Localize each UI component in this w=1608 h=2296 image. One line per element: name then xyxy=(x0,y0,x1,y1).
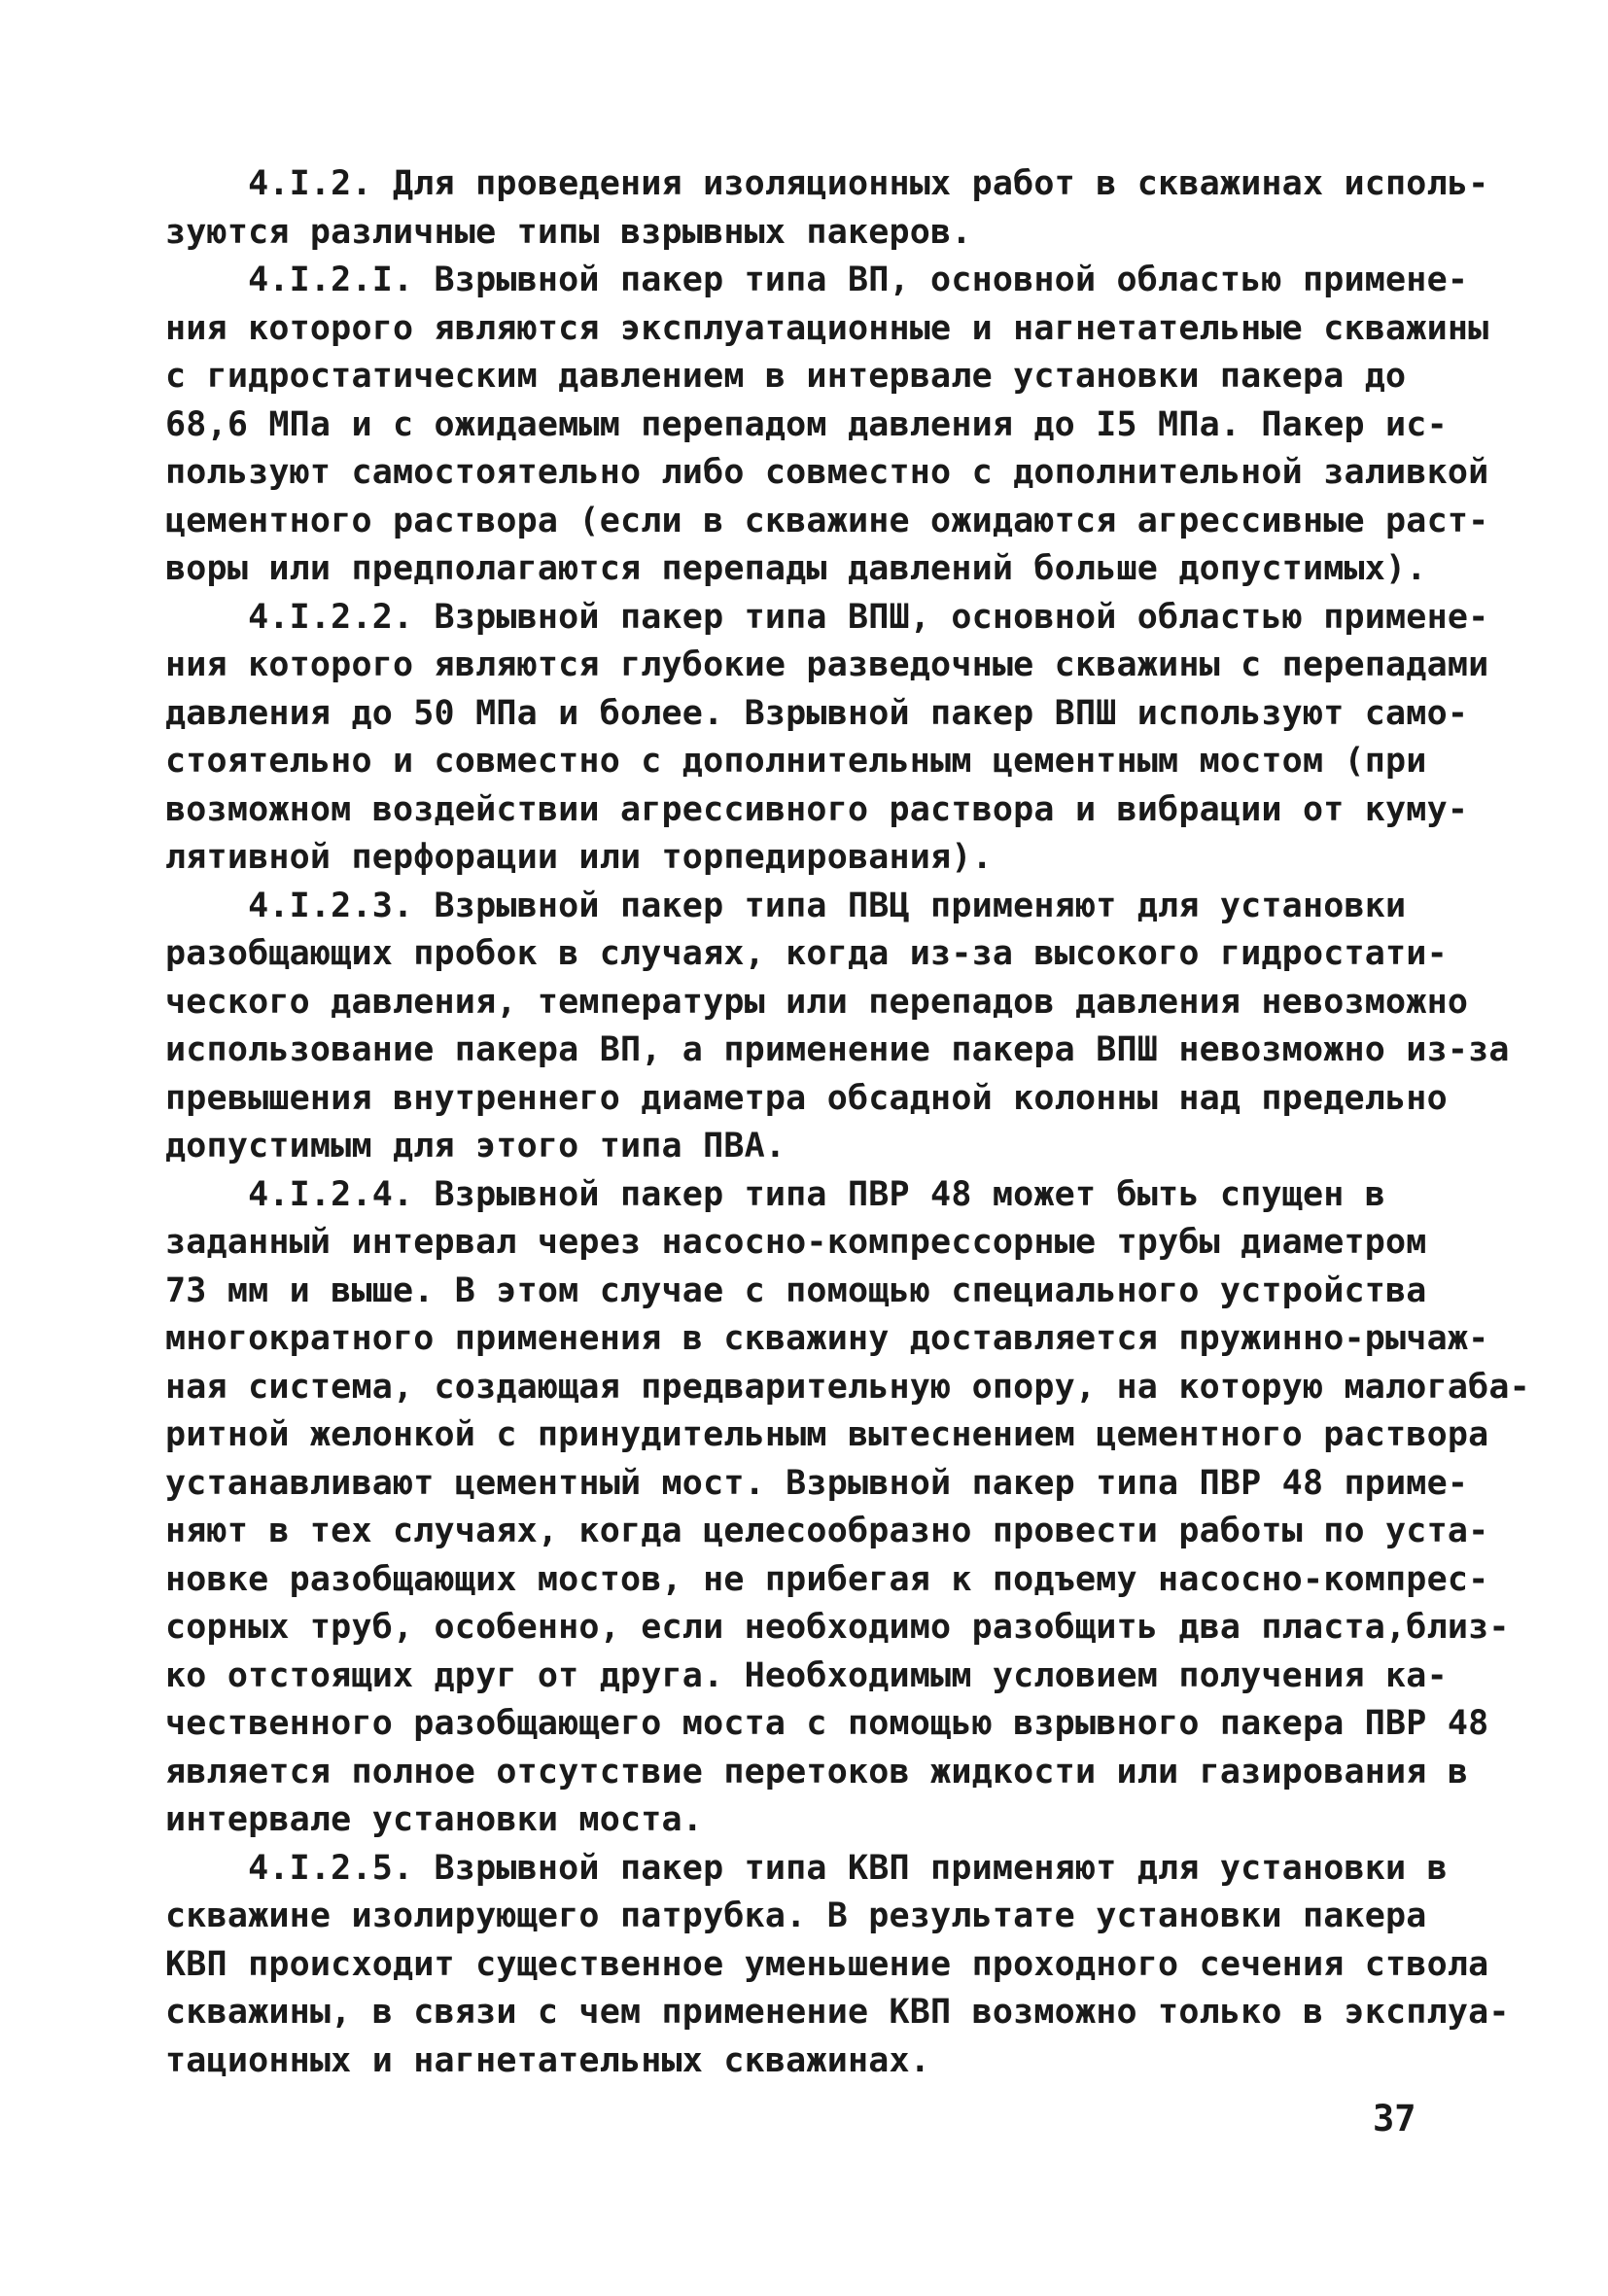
text-line: заданный интервал через насосно-компрессорные трубы диаметром xyxy=(165,1223,1427,1262)
text-line: ческого давления, температуры или перепадов давления невозможно xyxy=(165,982,1469,1022)
text-line: 73 мм и выше. В этом случае с помощью специального устройства xyxy=(165,1270,1427,1310)
text-line: устанавливают цементный мост. Взрывной пакер типа ПВР 48 приме- xyxy=(165,1463,1469,1503)
text-line: новке разобщающих мостов, не прибегая к подъему насосно-компрес- xyxy=(165,1559,1489,1599)
text-line: ния которого являются эксплуатационные и нагнетательные скважины xyxy=(165,308,1489,348)
text-line: няют в тех случаях, когда целесообразно провести работы по уста- xyxy=(165,1512,1489,1550)
text-line: возможном воздействии агрессивного раствора и вибрации от куму- xyxy=(165,789,1469,829)
text-line: скважины, в связи с чем применение КВП возможно только в эксплуа- xyxy=(165,1993,1510,2032)
text-line: 4.I.2.3. Взрывной пакер типа ПВЦ применяют для установки xyxy=(165,886,1407,925)
text-line: лятивной перфорации или торпедирования). xyxy=(165,838,993,877)
body-text xyxy=(165,160,1530,2085)
text-line: 68,6 МПа и с ожидаемым перепадом давления до I5 МПа. Пакер ис- xyxy=(165,404,1448,444)
text-line: является полное отсутствие перетоков жидкости или газирования в xyxy=(165,1752,1469,1792)
text-line: скважине изолирующего патрубка. В результате установки пакера xyxy=(165,1896,1427,1935)
text-line: КВП происходит существенное уменьшение проходного сечения ствола xyxy=(165,1944,1489,1984)
text-line: ния которого являются глубокие разведочные скважины с перепадами xyxy=(165,645,1489,684)
text-line: ная система, создающая предварительную опору, на которую малогаба- xyxy=(165,1367,1530,1407)
text-line: стоятельно и совместно с дополнительным цементным мостом (при xyxy=(165,742,1427,781)
text-line: превышения внутреннего диаметра обсадной колонны над предельно xyxy=(165,1078,1448,1118)
text-line: ко отстоящих друг от друга. Необходимым условием получения ка- xyxy=(165,1655,1448,1695)
text-line: цементного раствора (если в скважине ожидаются агрессивные раст- xyxy=(165,501,1489,540)
text-line: тационных и нагнетательных скважинах. xyxy=(165,2040,931,2080)
text-line: 4.I.2.I. Взрывной пакер типа ВП, основной областью примене- xyxy=(165,261,1469,299)
text-line: разобщающих пробок в случаях, когда из-за высокого гидростати- xyxy=(165,934,1448,973)
text-line: зуются различные типы взрывных пакеров. xyxy=(165,212,972,252)
page-number: 37 xyxy=(1373,2098,1416,2139)
text-line: давления до 50 МПа и более. Взрывной пакер ВПШ используют само- xyxy=(165,693,1469,733)
text-line: ритной желонкой с принудительным вытеснением цементного раствора xyxy=(165,1415,1489,1454)
text-line: сорных труб, особенно, если необходимо разобщить два пласта,близ- xyxy=(165,1608,1510,1647)
text-line: с гидростатическим давлением в интервале установки пакера до xyxy=(165,357,1407,396)
text-line: 4.I.2.4. Взрывной пакер типа ПВР 48 может быть спущен в xyxy=(165,1174,1386,1214)
text-line: 4.I.2.2. Взрывной пакер типа ВПШ, основной областью примене- xyxy=(165,597,1489,637)
text-line: допустимым для этого типа ПВА. xyxy=(165,1127,787,1165)
text-line: интервале установки моста. xyxy=(165,1800,704,1839)
text-line: 4.I.2. Для проведения изоляционных работ в скважинах исполь- xyxy=(165,164,1489,203)
text-line: чественного разобщающего моста с помощью взрывного пакера ПВР 48 xyxy=(165,1704,1489,1743)
text-line: пользуют самостоятельно либо совместно с дополнительной заливкой xyxy=(165,453,1489,492)
text-line: 4.I.2.5. Взрывной пакер типа КВП применяют для установки в xyxy=(165,1848,1448,1888)
text-line: использование пакера ВП, а применение пакера ВПШ невозможно из-за xyxy=(165,1030,1510,1069)
text-line: воры или предполагаются перепады давлений больше допустимых). xyxy=(165,549,1427,588)
text-line: многократного применения в скважину доставляется пружинно-рычаж- xyxy=(165,1319,1489,1358)
